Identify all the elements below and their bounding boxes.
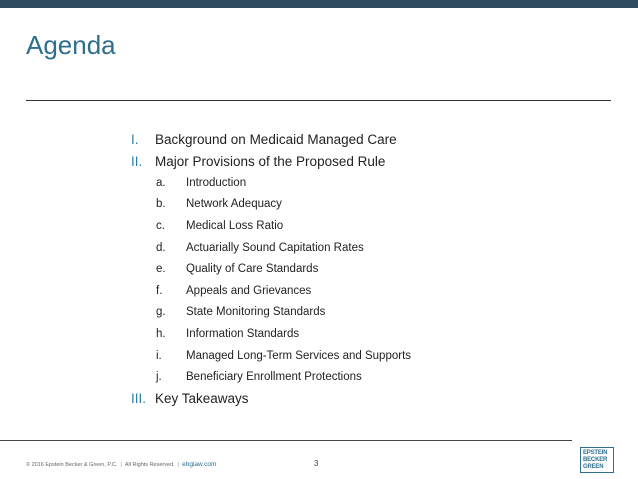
subitem-letter: h. [156, 327, 166, 340]
subitem-text: Information Standards [186, 327, 300, 340]
subitem-letter: b. [156, 198, 166, 211]
subitem-letter: c. [156, 219, 165, 232]
title-divider [26, 100, 611, 101]
agenda-subitem [156, 345, 611, 367]
copyright-text: © 2016 Epstein Becker & Green, P.C. [26, 461, 118, 468]
firm-logo [580, 447, 614, 473]
footer-separator: | [120, 461, 122, 468]
subitem-letter: e. [156, 263, 166, 276]
subitem-text: Actuarially Sound Capitation Rates [186, 241, 364, 254]
rights-text: All Rights Reserved. [124, 461, 175, 468]
agenda-subitem [156, 172, 611, 194]
slide-title: Agenda [26, 30, 116, 60]
subitem-text: Quality of Care Standards [186, 263, 319, 276]
agenda-list [131, 128, 611, 410]
agenda-subitem [156, 258, 611, 280]
website-link[interactable]: ebglaw.com [182, 461, 217, 468]
agenda-subitem [156, 302, 611, 324]
agenda-numeral: I. [131, 131, 139, 147]
subitem-text: Medical Loss Ratio [186, 219, 284, 232]
agenda-text: Key Takeaways [155, 391, 249, 407]
footer-copyright [26, 461, 216, 468]
subitem-letter: a. [156, 176, 166, 189]
page-number: 3 [314, 459, 319, 468]
agenda-text: Major Provisions of the Proposed Rule [155, 153, 386, 169]
footer-divider [0, 440, 572, 441]
subitem-letter: g. [156, 306, 166, 319]
agenda-subitem [156, 366, 611, 388]
subitem-letter: j. [156, 371, 162, 384]
agenda-subitem [156, 280, 611, 302]
subitem-letter: i. [156, 349, 162, 362]
top-bar [0, 0, 638, 8]
subitem-text: Appeals and Grievances [186, 284, 312, 297]
agenda-numeral: III. [131, 391, 147, 407]
agenda-text: Background on Medicaid Managed Care [155, 131, 397, 147]
agenda-item [131, 150, 611, 172]
logo-line: GREEN [583, 463, 604, 470]
footer-separator: | [177, 461, 180, 468]
agenda-numeral: II. [131, 153, 143, 169]
agenda-subitem [156, 194, 611, 216]
subitem-text: Managed Long-Term Services and Supports [186, 349, 412, 362]
subitem-letter: d. [156, 241, 166, 254]
agenda-subitem [156, 237, 611, 259]
subitem-text: Beneficiary Enrollment Protections [186, 371, 362, 384]
agenda-item [131, 128, 611, 150]
agenda-subitem [156, 323, 611, 345]
subitem-text: Network Adequacy [186, 198, 282, 211]
subitem-text: Introduction [186, 176, 247, 189]
agenda-item [131, 388, 611, 410]
logo-line: EPSTEIN [583, 449, 608, 456]
agenda-subitem [156, 215, 611, 237]
logo-line: BECKER [583, 456, 608, 463]
subitem-letter: f. [156, 284, 163, 297]
subitem-text: State Monitoring Standards [186, 306, 326, 319]
